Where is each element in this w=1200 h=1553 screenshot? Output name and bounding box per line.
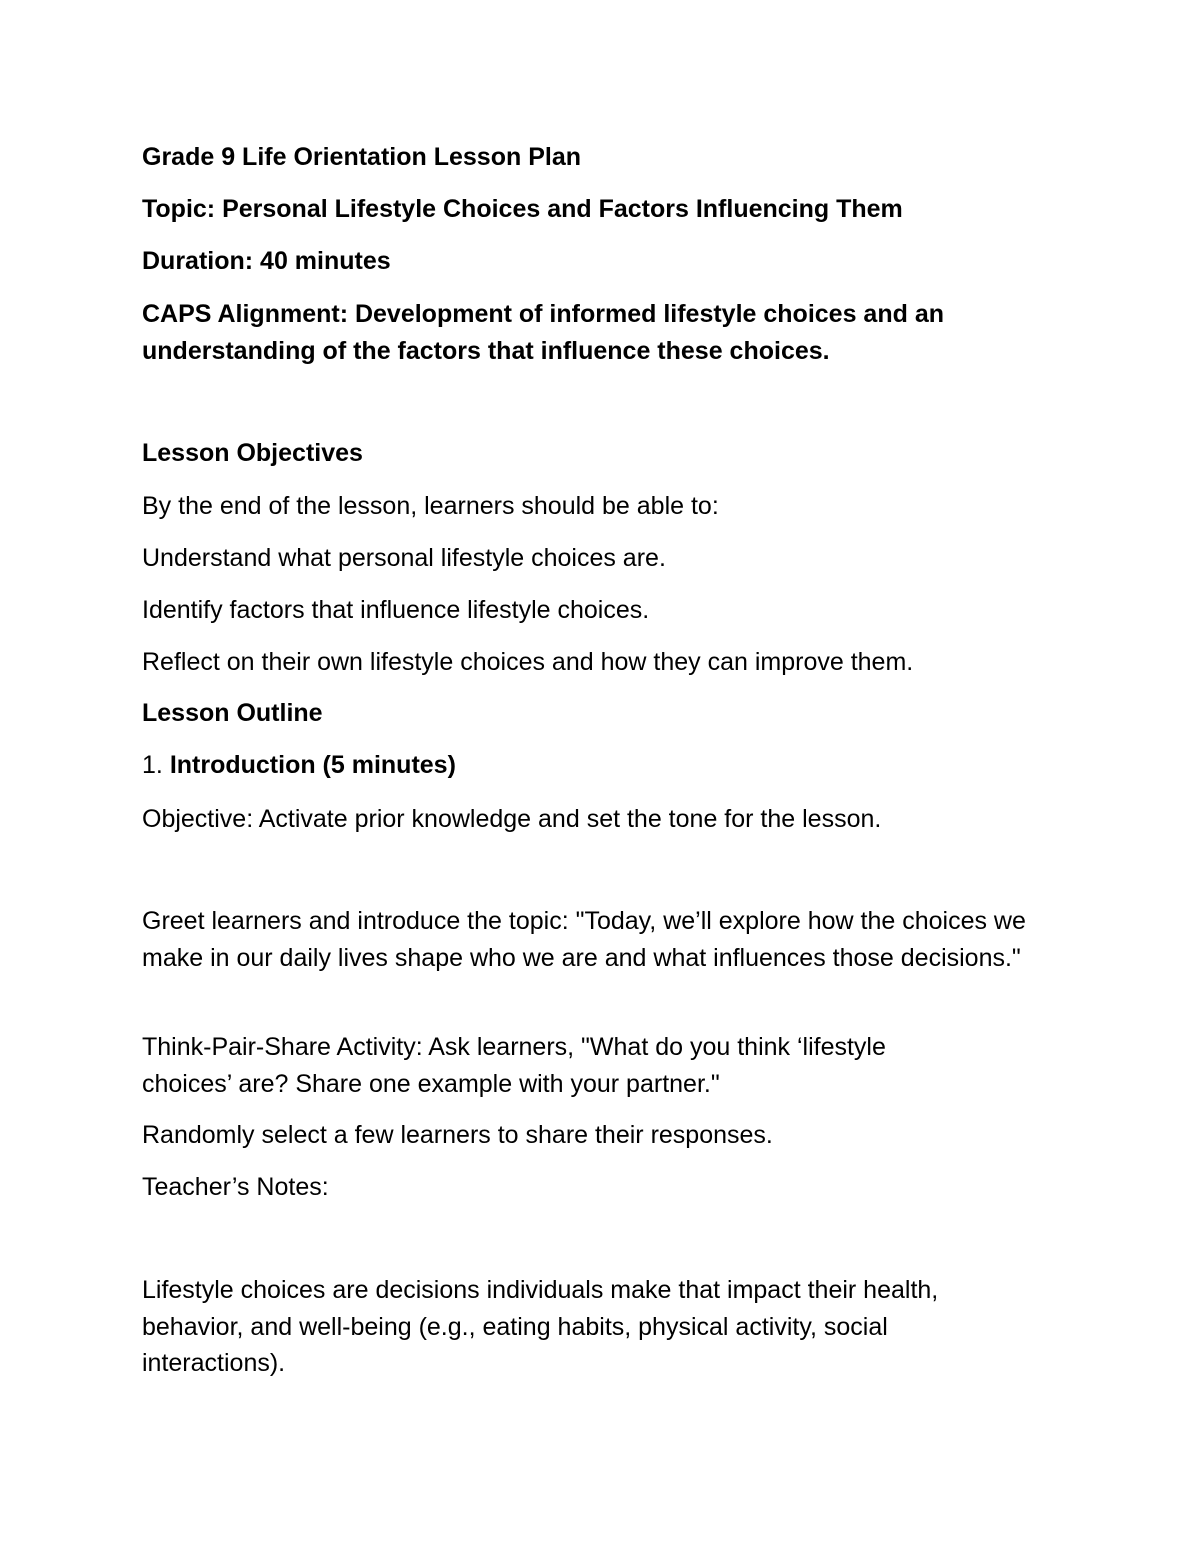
caps-alignment: CAPS Alignment: Development of informed lifestyle choices and an understanding of the factors that influence these choices. — [142, 300, 944, 365]
duration-line: Duration: 40 minutes — [142, 247, 391, 275]
objectives-intro: By the end of the lesson, learners should be able to: — [142, 492, 719, 520]
objectives-heading: Lesson Objectives — [142, 439, 363, 467]
objective-item: Identify factors that influence lifestyle choices. — [142, 596, 650, 624]
section-objective: Objective: Activate prior knowledge and set the tone for the lesson. — [142, 805, 882, 833]
teacher-notes-text: Lifestyle choices are decisions individuals make that impact their health, behavior, and well-being (e.g., eating habits, physical activity, social interactions). — [142, 1276, 939, 1377]
outline-heading: Lesson Outline — [142, 699, 323, 727]
section-heading — [142, 747, 456, 783]
section-title: Introduction (5 minutes) — [169, 751, 456, 779]
greet-paragraph: Greet learners and introduce the topic: "Today, we’ll explore how the choices we make in our daily lives shape who we are and what influences those decisions." — [142, 907, 1026, 972]
document-title: Grade 9 Life Orientation Lesson Plan — [142, 143, 581, 171]
objective-item: Reflect on their own lifestyle choices and how they can improve them. — [142, 648, 914, 676]
topic-line: Topic: Personal Lifestyle Choices and Factors Influencing Them — [142, 195, 903, 223]
section-number: 1. — [142, 751, 163, 779]
objective-item: Understand what personal lifestyle choices are. — [142, 544, 666, 572]
think-pair-share-paragraph: Think-Pair-Share Activity: Ask learners, "What do you think ‘lifestyle choices’ are? Share one example with your partner." — [142, 1033, 886, 1098]
teacher-notes-label: Teacher’s Notes: — [142, 1173, 329, 1201]
random-select-line: Randomly select a few learners to share their responses. — [142, 1121, 773, 1149]
